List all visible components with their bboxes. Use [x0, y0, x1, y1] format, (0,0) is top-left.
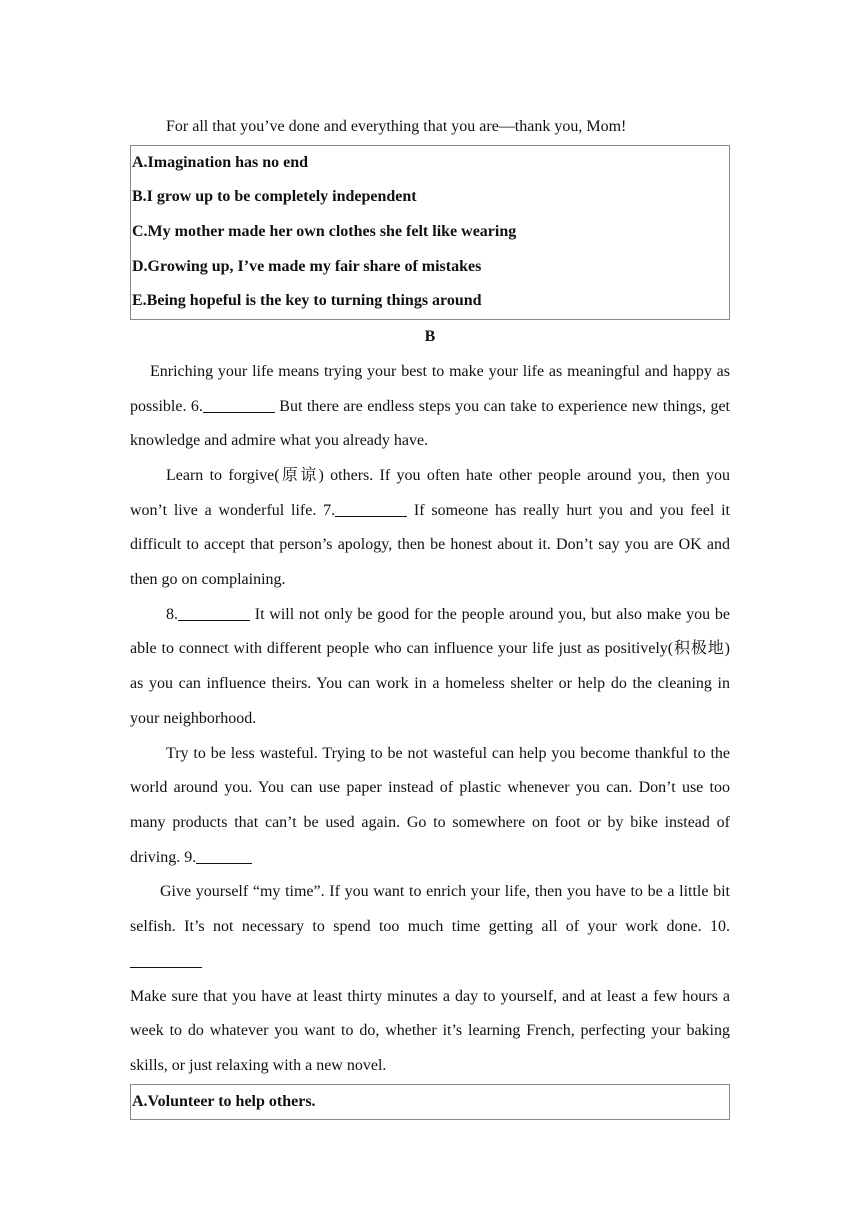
blank-8[interactable] [178, 604, 250, 621]
paragraph-3-text-b: It will not only be good for the people around you, but also make you be able to connect with different people who can influence your life just as positively(积极地) as you can influence theirs. You can work in a homeless shelter or help do the cleaning in your neighborhood. [130, 605, 730, 727]
option-c: C.My mother made her own clothes she felt like wearing [132, 223, 517, 241]
paragraph-4 [130, 737, 730, 876]
paragraph-2-text-b: If someone has really hurt you and you feel it difficult to accept that person’s apology, then be honest about it. Don’t say you are OK and then go on complaining. [130, 501, 730, 589]
options-box-b [130, 1084, 730, 1121]
option-d: D.Growing up, I’ve made my fair share of mistakes [132, 257, 482, 275]
blank-6[interactable] [203, 396, 275, 413]
paragraph-4-text: Try to be less wasteful. Trying to be not wasteful can help you become thankful to the world around you. You can use paper instead of plastic whenever you can. Don’t use too many products that can’t be used again. Go to somewhere on foot or by bike instead of driving. 9. [130, 744, 730, 866]
blank-7[interactable] [335, 500, 407, 517]
paragraph-5-text: Give yourself “my time”. If you want to enrich your life, then you have to be a little bit selfish. It’s not necessary to spend too much time getting all of your work done. 10. [130, 883, 730, 936]
blank-10[interactable] [130, 951, 202, 968]
option-a-volunteer: A.Volunteer to help others. [132, 1092, 316, 1110]
paragraph-2-text-a: Learn to forgive(原谅) others. If you often hate other people around you, then you won’t live a wonderful life. 7. [130, 466, 730, 519]
section-b-heading: B [424, 328, 436, 346]
document-page [130, 110, 730, 1120]
options-box-a [130, 145, 730, 320]
option-a: A.Imagination has no end [132, 153, 309, 171]
option-b: B.I grow up to be completely independent [132, 188, 417, 206]
paragraph-3 [130, 598, 730, 737]
paragraph-1 [130, 355, 730, 459]
paragraph-5 [130, 875, 730, 979]
option-e: E.Being hopeful is the key to turning things around [132, 292, 482, 310]
paragraph-2 [130, 459, 730, 598]
blank-9[interactable] [196, 847, 252, 864]
paragraph-1-text-a: Enriching your life means trying your best to make your life as meaningful and happy as possible. 6. [130, 362, 730, 415]
closing-line: For all that you’ve done and everything that you are—thank you, Mom! [166, 118, 627, 135]
paragraph-3-text-a: 8. [166, 605, 178, 623]
paragraph-6: Make sure that you have at least thirty minutes a day to yourself, and at least a few hours a week to do whatever you want to do, whether it’s learning French, perfecting your baking skills, or just relaxing with a new novel. [130, 987, 730, 1074]
paragraph-1-text-b: But there are endless steps you can take to experience new things, get knowledge and admire what you already have. [130, 397, 730, 450]
